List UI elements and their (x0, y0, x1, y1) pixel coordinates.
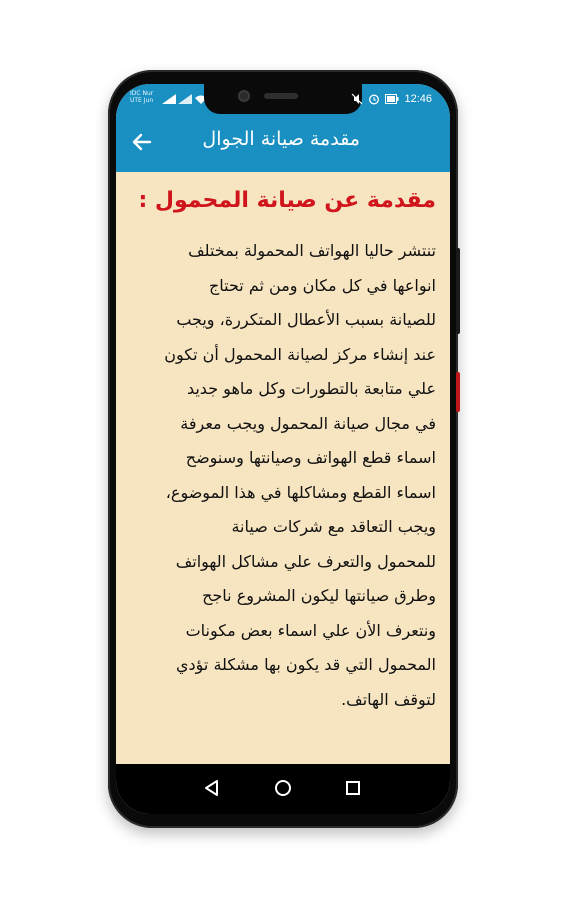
article-line: وطرق صيانتها ليكون المشروع ناجح (202, 586, 436, 605)
article-content[interactable] (116, 172, 450, 764)
front-camera (238, 90, 250, 102)
back-triangle-icon[interactable] (200, 776, 224, 800)
carrier-info (130, 90, 153, 104)
carrier-line: IDC Nur (130, 90, 154, 97)
article-line: عند إنشاء مركز لصيانة المحمول أن تكون (164, 344, 436, 364)
power-button (456, 248, 460, 334)
recents-square-icon[interactable] (341, 776, 365, 800)
app-bar (116, 114, 450, 172)
status-bar (116, 84, 450, 114)
article-line: علي متابعة بالتطورات وكل ماهو جديد (186, 379, 436, 398)
notch (204, 84, 362, 114)
signal-icon (178, 94, 192, 104)
article-line: في مجال صيانة المحمول ويجب معرفة (180, 413, 436, 433)
earpiece-speaker (264, 93, 298, 99)
status-icons (351, 91, 432, 107)
article-line: اسماء قطع الهواتف وصيانتها وسنوضح (185, 448, 436, 467)
signal-icon (162, 94, 176, 104)
article-body (130, 234, 436, 717)
volume-button (456, 372, 460, 412)
article-line: اسماء القطع ومشاكلها في هذا الموضوع، (165, 482, 436, 502)
article-line: للمحمول والتعرف علي مشاكل الهواتف (175, 551, 436, 571)
status-time: 12:46 (404, 93, 432, 105)
carrier-line: UTE Jun (130, 97, 154, 104)
navigation-bar (116, 764, 450, 814)
battery-icon (385, 94, 399, 104)
app-title: مقدمة صيانة الجوال (202, 128, 360, 150)
home-circle-icon[interactable] (271, 776, 295, 800)
article-line: لتوقف الهاتف. (341, 689, 436, 709)
article-heading: مقدمة عن صيانة المحمول : (138, 188, 436, 213)
article-line: انواعها في كل مكان ومن ثم تحتاج (208, 275, 436, 295)
article-line: للصيانة بسبب الأعطال المتكررة، ويجب (176, 310, 436, 329)
article-line: ويجب التعاقد مع شركات صيانة (231, 517, 436, 536)
alarm-icon (368, 93, 380, 105)
article-line: المحمول التي قد يكون بها مشكلة تؤدي (175, 655, 436, 674)
article-line: ونتعرف الأن علي اسماء بعض مكونات (185, 620, 436, 640)
mute-icon (351, 93, 363, 105)
screen (116, 84, 450, 814)
article-line: تنتشر حاليا الهواتف المحمولة بمختلف (188, 241, 436, 260)
arrow-left-icon[interactable] (130, 130, 154, 154)
